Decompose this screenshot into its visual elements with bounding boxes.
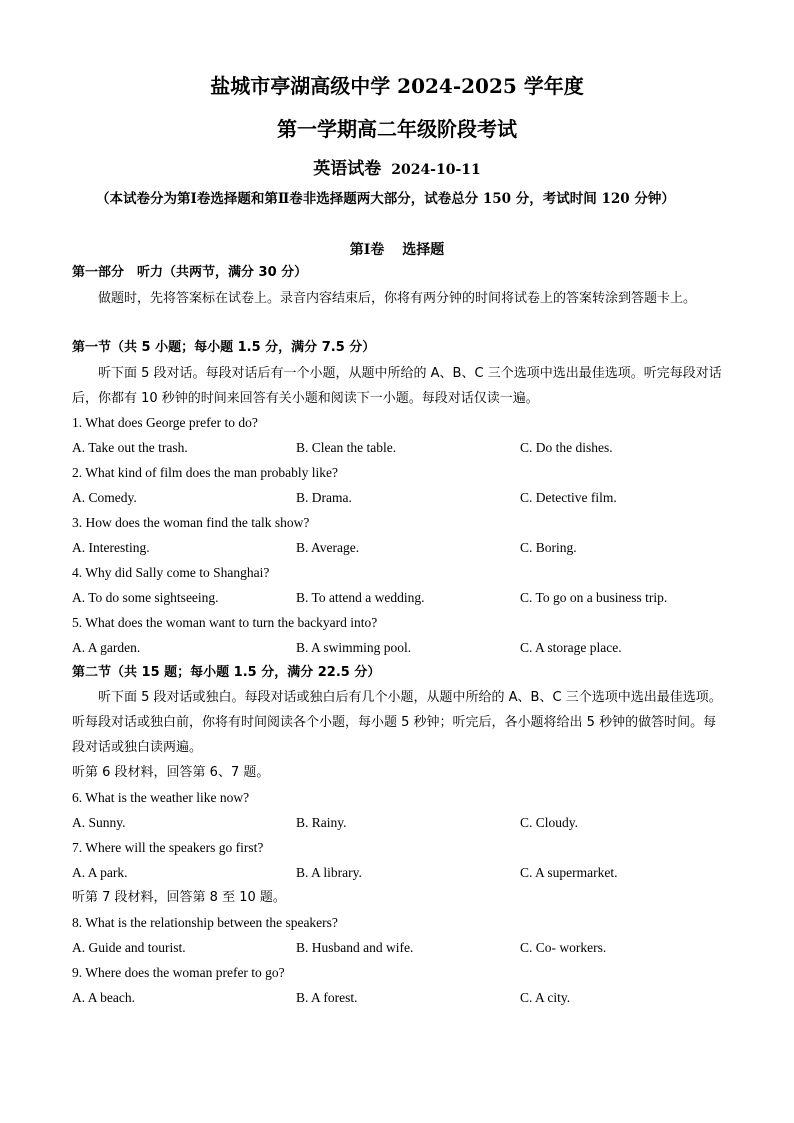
q6-option-a: A. Sunny. xyxy=(72,815,126,830)
material-7-note: 听第 7 段材料，回答第 8 至 10 题。 xyxy=(72,890,286,905)
q3-option-b: B. Average. xyxy=(296,540,360,555)
q4-option-a: A. To do some sightseeing. xyxy=(72,590,219,605)
q4-option-b: B. To attend a wedding. xyxy=(296,590,425,605)
q7-option-c: C. A supermarket. xyxy=(520,865,618,880)
volume-heading xyxy=(0,239,794,259)
q8-option-c: C. Co- workers. xyxy=(520,940,607,955)
section1-instructions: 听下面 5 段对话。每段对话后有一个小题，从题中所给的 A、B、C 三个选项中选出最佳选项。听完每段对话后，你都有 10 秒钟的时间来回答有关小题和阅读下一小题。每段对话仅读一遍。 xyxy=(72,366,722,406)
q8-option-a: A. Guide and tourist. xyxy=(72,940,186,955)
q1-option-b: B. Clean the table. xyxy=(296,440,397,455)
q2-option-a: A. Comedy. xyxy=(72,490,137,505)
q6-option-c: C. Cloudy. xyxy=(520,815,579,830)
part1-heading: 第一部分 听力（共两节，满分 30 分） xyxy=(72,265,308,280)
question-7: 7. Where will the speakers go first? xyxy=(72,840,264,855)
subject-title xyxy=(0,154,794,179)
section2-heading: 第二节（共 15 题；每小题 1.5 分，满分 22.5 分） xyxy=(72,665,381,680)
q1-option-a: A. Take out the trash. xyxy=(72,440,188,455)
q2-option-c: C. Detective film. xyxy=(520,490,617,505)
q9-option-c: C. A city. xyxy=(520,990,571,1005)
question-5: 5. What does the woman want to turn the backyard into? xyxy=(72,615,378,630)
part1-instructions: 做题时，先将答案标在试卷上。录音内容结束后，你将有两分钟的时间将试卷上的答案转涂到答题卡上。 xyxy=(98,291,697,306)
q9-option-b: B. A forest. xyxy=(296,990,358,1005)
question-8: 8. What is the relationship between the speakers? xyxy=(72,915,338,930)
material-6-note: 听第 6 段材料，回答第 6、7 题。 xyxy=(72,765,270,780)
question-2: 2. What kind of film does the man probably like? xyxy=(72,465,338,480)
q5-option-a: A. A garden. xyxy=(72,640,141,655)
question-4: 4. Why did Sally come to Shanghai? xyxy=(72,565,270,580)
q4-option-c: C. To go on a business trip. xyxy=(520,590,668,605)
q7-option-b: B. A library. xyxy=(296,865,362,880)
section2-instructions: 听下面 5 段对话或独白。每段对话或独白后有几个小题，从题中所给的 A、B、C 三个选项中选出最佳选项。听每段对话或独白前，你将有时间阅读各个小题，每小题 5 秒钟；听完后，各小题将给出 5 秒钟的做答时间。每段对话或独白读两遍。 xyxy=(72,690,722,755)
question-6: 6. What is the weather like now? xyxy=(72,790,250,805)
volume-title: 选择题 xyxy=(402,242,445,258)
q7-option-a: A. A park. xyxy=(72,865,128,880)
q1-option-c: C. Do the dishes. xyxy=(520,440,613,455)
subject-name: 英语试卷 xyxy=(313,159,382,179)
question-9: 9. Where does the woman prefer to go? xyxy=(72,965,285,980)
exam-date: 2024-10-11 xyxy=(391,162,481,178)
exam-note: （本试卷分为第Ⅰ卷选择题和第Ⅱ卷非选择题两大部分，试卷总分 150 分，考试时间 120 分钟） xyxy=(96,191,675,207)
volume-name: 第Ⅰ卷 xyxy=(349,242,385,258)
q5-option-b: B. A swimming pool. xyxy=(296,640,412,655)
exam-title: 第一学期高二年级阶段考试 xyxy=(277,117,517,141)
q3-option-c: C. Boring. xyxy=(520,540,577,555)
q5-option-c: C. A storage place. xyxy=(520,640,622,655)
q9-option-a: A. A beach. xyxy=(72,990,135,1005)
question-1: 1. What does George prefer to do? xyxy=(72,415,258,430)
q6-option-b: B. Rainy. xyxy=(296,815,347,830)
question-3: 3. How does the woman find the talk show? xyxy=(72,515,310,530)
q2-option-b: B. Drama. xyxy=(296,490,352,505)
section1-heading: 第一节（共 5 小题；每小题 1.5 分，满分 7.5 分） xyxy=(72,340,376,355)
school-title: 盐城市亭湖高级中学 2024-2025 学年度 xyxy=(210,74,584,98)
q3-option-a: A. Interesting. xyxy=(72,540,150,555)
q8-option-b: B. Husband and wife. xyxy=(296,940,414,955)
